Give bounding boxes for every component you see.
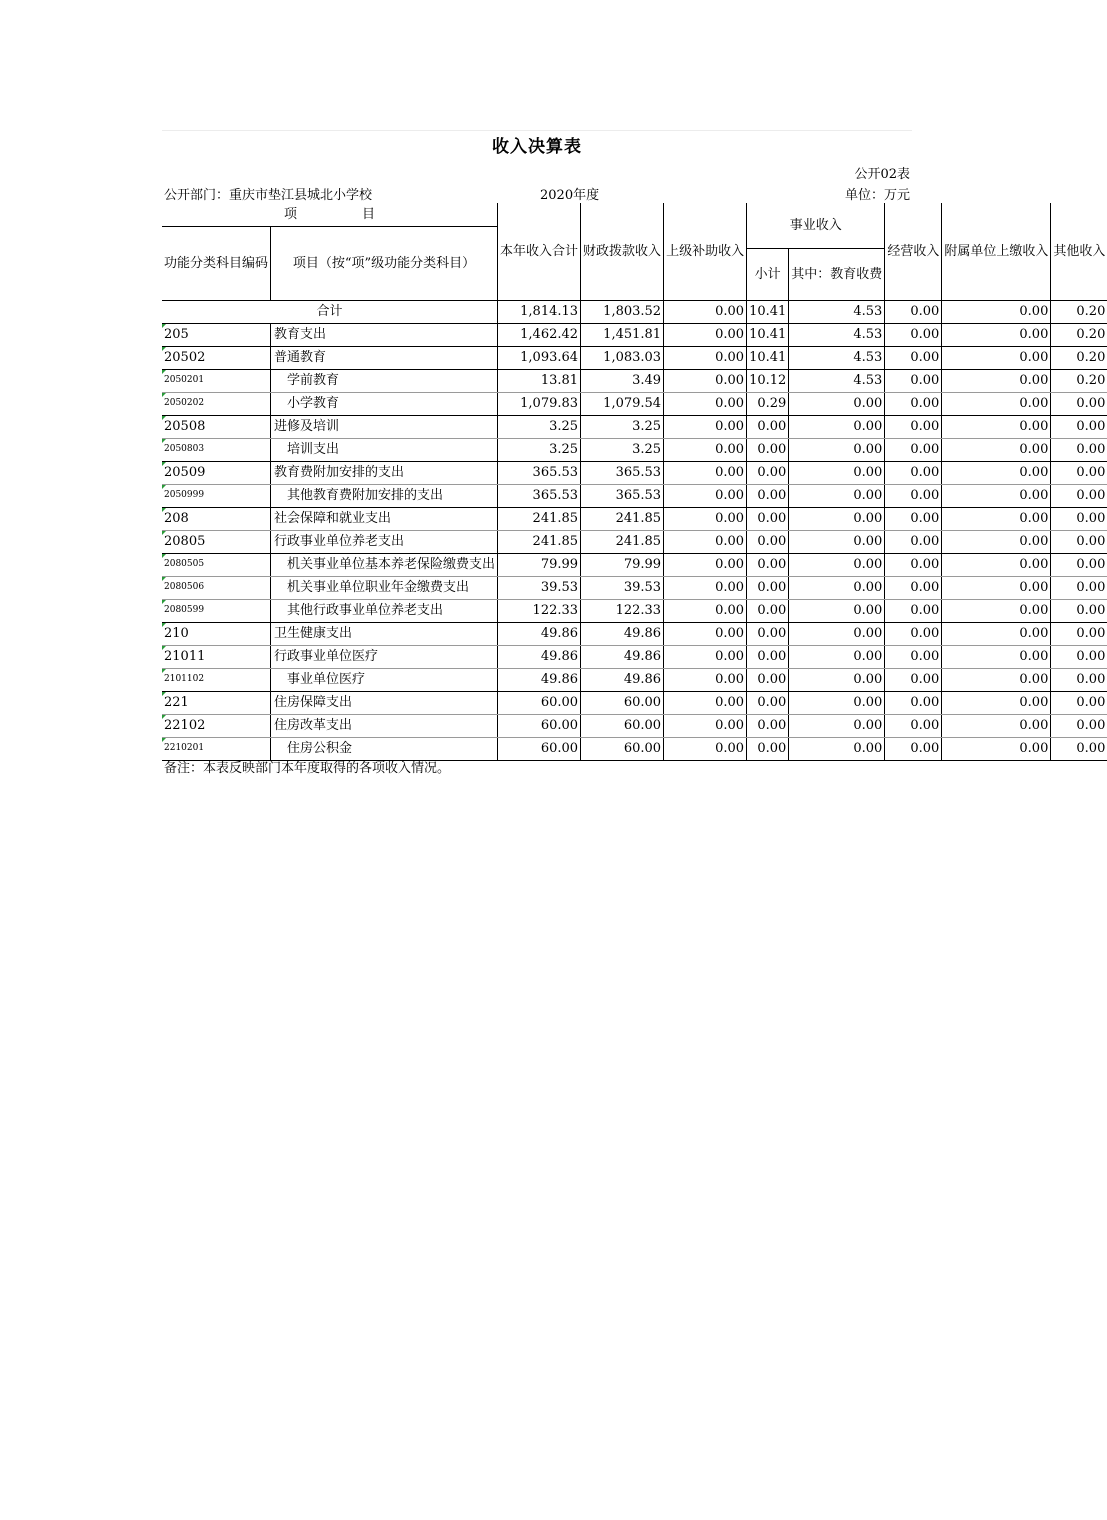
cell-value: 0.00 — [747, 438, 789, 461]
cell-value: 0.00 — [664, 415, 747, 438]
cell-value: 0.00 — [885, 622, 942, 645]
cell-value: 0.00 — [789, 438, 885, 461]
cell-value: 0.00 — [1051, 461, 1107, 484]
cell-value: 0.00 — [885, 507, 942, 530]
page-title: 收入决算表 — [492, 137, 582, 157]
row-code: 205 — [162, 323, 271, 346]
cell-value: 0.00 — [942, 737, 1051, 760]
cell-value: 4.53 — [789, 300, 885, 323]
total-row — [162, 300, 1107, 323]
cell-value: 0.00 — [885, 691, 942, 714]
cell-value: 0.00 — [942, 461, 1051, 484]
cell-value: 0.00 — [885, 553, 942, 576]
cell-value: 0.00 — [664, 737, 747, 760]
cell-value: 0.00 — [664, 300, 747, 323]
row-code: 210 — [162, 622, 271, 645]
cell-value: 13.81 — [498, 369, 581, 392]
cell-value: 0.20 — [1051, 323, 1107, 346]
table-row — [162, 507, 1107, 530]
cell-value: 0.00 — [942, 645, 1051, 668]
cell-value: 0.00 — [942, 438, 1051, 461]
cell-value: 3.25 — [581, 415, 664, 438]
cell-value: 0.00 — [747, 599, 789, 622]
cell-value: 0.00 — [664, 461, 747, 484]
cell-value: 0.20 — [1051, 300, 1107, 323]
top-rule — [162, 130, 912, 131]
table-row — [162, 714, 1107, 737]
cell-value: 0.00 — [747, 668, 789, 691]
row-name: 行政事业单位养老支出 — [271, 530, 498, 553]
cell-value: 0.00 — [789, 599, 885, 622]
cell-value: 0.00 — [789, 392, 885, 415]
table-row — [162, 415, 1107, 438]
cell-value: 0.00 — [789, 622, 885, 645]
table-row — [162, 691, 1107, 714]
cell-value: 0.00 — [789, 461, 885, 484]
cell-value: 0.20 — [1051, 369, 1107, 392]
cell-value: 122.33 — [581, 599, 664, 622]
cell-value: 0.00 — [747, 576, 789, 599]
cell-value: 0.00 — [885, 714, 942, 737]
row-name: 其他教育费附加安排的支出 — [271, 484, 498, 507]
fiscal-year: 2020年度 — [540, 188, 600, 203]
row-code: 2080505 — [162, 553, 271, 576]
cell-value: 0.00 — [885, 323, 942, 346]
cell-value: 0.00 — [664, 484, 747, 507]
header-superior: 上级补助收入 — [664, 203, 747, 300]
cell-value: 60.00 — [581, 691, 664, 714]
cell-value: 10.41 — [747, 300, 789, 323]
cell-value: 3.25 — [498, 438, 581, 461]
cell-value: 0.00 — [942, 484, 1051, 507]
cell-value: 365.53 — [581, 461, 664, 484]
row-name: 小学教育 — [271, 392, 498, 415]
cell-value: 0.00 — [747, 484, 789, 507]
cell-value: 0.00 — [747, 461, 789, 484]
cell-value: 0.00 — [942, 622, 1051, 645]
cell-value: 49.86 — [581, 668, 664, 691]
cell-value: 0.00 — [789, 507, 885, 530]
header-total: 本年收入合计 — [498, 203, 581, 300]
cell-value: 39.53 — [498, 576, 581, 599]
cell-value: 0.00 — [942, 714, 1051, 737]
cell-value: 0.00 — [885, 392, 942, 415]
income-final-accounts-table — [162, 203, 1107, 761]
table-row — [162, 392, 1107, 415]
cell-value: 0.00 — [747, 645, 789, 668]
cell-value: 0.00 — [1051, 392, 1107, 415]
cell-value: 4.53 — [789, 346, 885, 369]
cell-value: 0.20 — [1051, 346, 1107, 369]
cell-value: 0.00 — [664, 553, 747, 576]
cell-value: 0.00 — [1051, 484, 1107, 507]
cell-value: 0.00 — [885, 576, 942, 599]
header-affiliate: 附属单位上缴收入 — [942, 203, 1051, 300]
row-name: 事业单位医疗 — [271, 668, 498, 691]
row-code: 2050202 — [162, 392, 271, 415]
cell-value: 0.00 — [789, 484, 885, 507]
table-row — [162, 369, 1107, 392]
row-code: 2080506 — [162, 576, 271, 599]
row-name: 卫生健康支出 — [271, 622, 498, 645]
row-code: 2050201 — [162, 369, 271, 392]
cell-value: 1,083.03 — [581, 346, 664, 369]
table-row — [162, 599, 1107, 622]
cell-value: 49.86 — [498, 622, 581, 645]
cell-value: 241.85 — [498, 507, 581, 530]
cell-value: 0.29 — [747, 392, 789, 415]
row-code: 20508 — [162, 415, 271, 438]
row-code: 2101102 — [162, 668, 271, 691]
row-code: 22102 — [162, 714, 271, 737]
cell-value: 241.85 — [498, 530, 581, 553]
cell-value: 0.00 — [1051, 714, 1107, 737]
cell-value: 0.00 — [885, 668, 942, 691]
cell-value: 0.00 — [942, 599, 1051, 622]
row-name: 教育支出 — [271, 323, 498, 346]
cell-value: 79.99 — [498, 553, 581, 576]
cell-value: 0.00 — [885, 369, 942, 392]
cell-value: 0.00 — [1051, 576, 1107, 599]
cell-value: 0.00 — [789, 553, 885, 576]
cell-value: 79.99 — [581, 553, 664, 576]
cell-value: 0.00 — [664, 714, 747, 737]
cell-value: 0.00 — [747, 530, 789, 553]
row-code: 20805 — [162, 530, 271, 553]
table-row — [162, 438, 1107, 461]
cell-value: 0.00 — [885, 438, 942, 461]
row-name: 进修及培训 — [271, 415, 498, 438]
row-name: 教育费附加安排的支出 — [271, 461, 498, 484]
table-row — [162, 346, 1107, 369]
table-row — [162, 484, 1107, 507]
cell-value: 3.25 — [498, 415, 581, 438]
cell-value: 0.00 — [664, 691, 747, 714]
cell-value: 0.00 — [942, 553, 1051, 576]
cell-value: 0.00 — [885, 346, 942, 369]
cell-value: 0.00 — [885, 737, 942, 760]
table-number: 公开02表 — [854, 167, 910, 182]
row-code: 20509 — [162, 461, 271, 484]
cell-value: 0.00 — [664, 622, 747, 645]
cell-value: 0.00 — [1051, 737, 1107, 760]
row-code: 2080599 — [162, 599, 271, 622]
cell-value: 60.00 — [581, 714, 664, 737]
cell-value: 0.00 — [942, 668, 1051, 691]
cell-value: 0.00 — [942, 530, 1051, 553]
cell-value: 0.00 — [789, 415, 885, 438]
header-item: 项 目 — [284, 206, 376, 222]
total-label: 合计 — [162, 300, 498, 323]
cell-value: 49.86 — [498, 668, 581, 691]
cell-value: 0.00 — [789, 576, 885, 599]
cell-value: 60.00 — [498, 714, 581, 737]
cell-value: 122.33 — [498, 599, 581, 622]
row-name: 其他行政事业单位养老支出 — [271, 599, 498, 622]
cell-value: 0.00 — [942, 691, 1051, 714]
cell-value: 0.00 — [885, 300, 942, 323]
cell-value: 0.00 — [1051, 553, 1107, 576]
row-code: 20502 — [162, 346, 271, 369]
cell-value: 1,462.42 — [498, 323, 581, 346]
header-career-edu-fee: 其中：教育收费 — [789, 248, 885, 300]
cell-value: 0.00 — [664, 645, 747, 668]
cell-value: 0.00 — [942, 415, 1051, 438]
cell-value: 0.00 — [1051, 645, 1107, 668]
header-business: 经营收入 — [885, 203, 942, 300]
row-code: 2050999 — [162, 484, 271, 507]
cell-value: 60.00 — [498, 737, 581, 760]
cell-value: 0.00 — [942, 300, 1051, 323]
cell-value: 0.00 — [885, 415, 942, 438]
row-code: 208 — [162, 507, 271, 530]
cell-value: 0.00 — [1051, 599, 1107, 622]
row-name: 社会保障和就业支出 — [271, 507, 498, 530]
cell-value: 10.41 — [747, 346, 789, 369]
cell-value: 3.25 — [581, 438, 664, 461]
cell-value: 4.53 — [789, 323, 885, 346]
cell-value: 0.00 — [664, 392, 747, 415]
cell-value: 0.00 — [664, 599, 747, 622]
row-name: 住房改革支出 — [271, 714, 498, 737]
cell-value: 0.00 — [942, 323, 1051, 346]
cell-value: 365.53 — [498, 484, 581, 507]
header-name: 项目（按“项”级功能分类科目） — [271, 226, 498, 300]
cell-value: 0.00 — [1051, 415, 1107, 438]
table-row — [162, 576, 1107, 599]
header-other: 其他收入 — [1053, 243, 1106, 259]
cell-value: 0.00 — [942, 369, 1051, 392]
cell-value: 0.00 — [747, 737, 789, 760]
cell-value: 10.41 — [747, 323, 789, 346]
cell-value: 3.49 — [581, 369, 664, 392]
cell-value: 0.00 — [885, 484, 942, 507]
header-code: 功能分类科目编码 — [162, 226, 271, 300]
cell-value: 241.85 — [581, 530, 664, 553]
cell-value: 0.00 — [942, 507, 1051, 530]
table-row — [162, 553, 1107, 576]
cell-value: 0.00 — [789, 691, 885, 714]
cell-value: 1,451.81 — [581, 323, 664, 346]
cell-value: 0.00 — [747, 507, 789, 530]
cell-value: 0.00 — [885, 530, 942, 553]
table-row — [162, 668, 1107, 691]
cell-value: 0.00 — [747, 553, 789, 576]
cell-value: 60.00 — [581, 737, 664, 760]
header-career-subtotal: 小计 — [747, 248, 789, 300]
cell-value: 0.00 — [1051, 438, 1107, 461]
header-fiscal: 财政拨款收入 — [581, 203, 664, 300]
cell-value: 365.53 — [581, 484, 664, 507]
row-name: 机关事业单位基本养老保险缴费支出 — [271, 553, 498, 576]
cell-value: 49.86 — [498, 645, 581, 668]
cell-value: 0.00 — [885, 599, 942, 622]
cell-value: 49.86 — [581, 645, 664, 668]
cell-value: 1,814.13 — [498, 300, 581, 323]
row-code: 2050803 — [162, 438, 271, 461]
cell-value: 365.53 — [498, 461, 581, 484]
cell-value: 0.00 — [1051, 668, 1107, 691]
cell-value: 0.00 — [942, 346, 1051, 369]
cell-value: 0.00 — [789, 714, 885, 737]
cell-value: 0.00 — [664, 668, 747, 691]
cell-value: 0.00 — [789, 737, 885, 760]
cell-value: 0.00 — [789, 668, 885, 691]
cell-value: 0.00 — [664, 369, 747, 392]
row-code: 2210201 — [162, 737, 271, 760]
cell-value: 0.00 — [789, 530, 885, 553]
row-name: 普通教育 — [271, 346, 498, 369]
row-name: 学前教育 — [271, 369, 498, 392]
row-name: 培训支出 — [271, 438, 498, 461]
cell-value: 0.00 — [747, 714, 789, 737]
table-row — [162, 323, 1107, 346]
cell-value: 39.53 — [581, 576, 664, 599]
cell-value: 1,803.52 — [581, 300, 664, 323]
cell-value: 0.00 — [942, 576, 1051, 599]
row-code: 221 — [162, 691, 271, 714]
department-label: 公开部门：重庆市垫江县城北小学校 — [164, 188, 373, 203]
cell-value: 0.00 — [1051, 691, 1107, 714]
row-name: 机关事业单位职业年金缴费支出 — [271, 576, 498, 599]
cell-value: 0.00 — [747, 415, 789, 438]
table-row — [162, 622, 1107, 645]
cell-value: 0.00 — [664, 346, 747, 369]
cell-value: 0.00 — [1051, 622, 1107, 645]
cell-value: 0.00 — [664, 438, 747, 461]
table-row — [162, 530, 1107, 553]
cell-value: 1,079.54 — [581, 392, 664, 415]
cell-value: 0.00 — [1051, 530, 1107, 553]
footnote: 备注：本表反映部门本年度取得的各项收入情况。 — [164, 761, 451, 776]
row-code: 21011 — [162, 645, 271, 668]
cell-value: 0.00 — [942, 392, 1051, 415]
cell-value: 0.00 — [664, 530, 747, 553]
cell-value: 10.12 — [747, 369, 789, 392]
cell-value: 1,093.64 — [498, 346, 581, 369]
header-career: 事业收入 — [747, 203, 885, 248]
cell-value: 4.53 — [789, 369, 885, 392]
row-name: 行政事业单位医疗 — [271, 645, 498, 668]
cell-value: 0.00 — [789, 645, 885, 668]
row-name: 住房保障支出 — [271, 691, 498, 714]
unit-label: 单位：万元 — [844, 188, 910, 203]
cell-value: 241.85 — [581, 507, 664, 530]
cell-value: 0.00 — [885, 461, 942, 484]
cell-value: 60.00 — [498, 691, 581, 714]
cell-value: 0.00 — [885, 645, 942, 668]
cell-value: 0.00 — [747, 622, 789, 645]
cell-value: 0.00 — [664, 507, 747, 530]
cell-value: 49.86 — [581, 622, 664, 645]
cell-value: 0.00 — [664, 576, 747, 599]
table-row — [162, 645, 1107, 668]
cell-value: 0.00 — [1051, 507, 1107, 530]
cell-value: 1,079.83 — [498, 392, 581, 415]
row-name: 住房公积金 — [271, 737, 498, 760]
cell-value: 0.00 — [747, 691, 789, 714]
table-row — [162, 461, 1107, 484]
cell-value: 0.00 — [664, 323, 747, 346]
